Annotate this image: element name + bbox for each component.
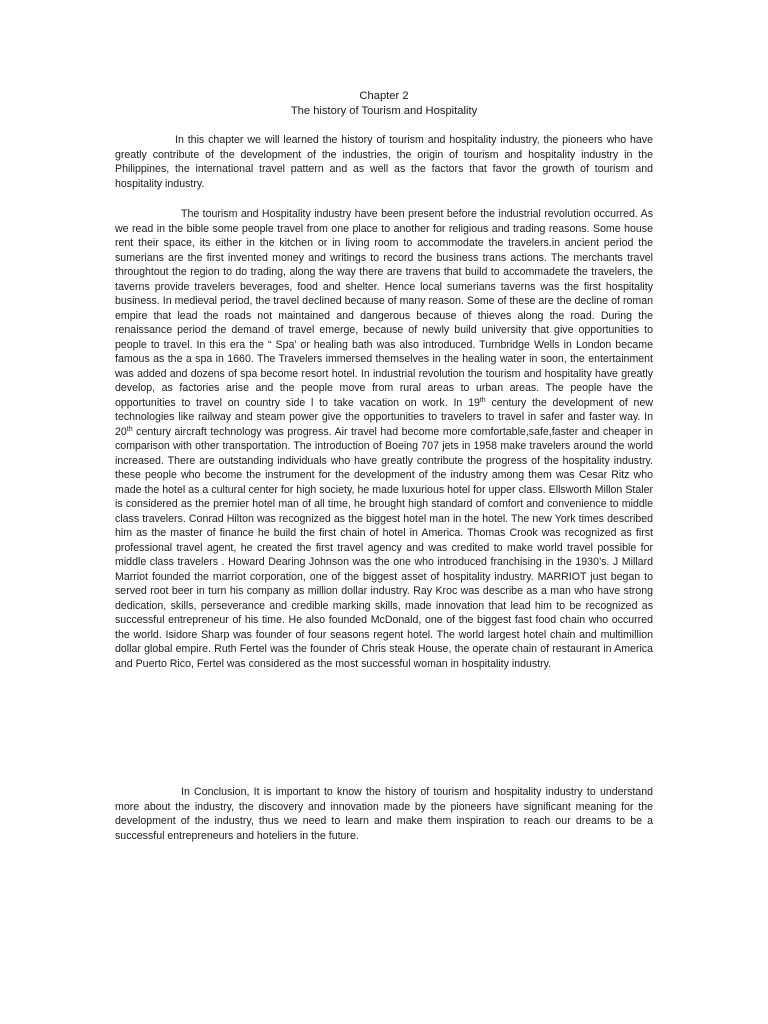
document-title: The history of Tourism and Hospitality (290, 105, 478, 117)
history-text-part-1: The tourism and Hospitality industry have been present before the industrial revolution occurred. As we read in the bible some people travel from one place to another for religious and trading reasons. Some house rent their space, its either in the kitchen or in living room to accommodate the travelers.in ancient period the sumerians are the first invented money and writings to record the business trans actions. The merchants travel throughtout the region to do trading, along the way there are travens that build to accommadete the travelers, the taverns provide travelers beverages, food and shelter. Hence local sumerians taverns was the first hospitality business. In medieval period, the travel declined because of many reason. Some of these are the decline of roman empire that lead the roads not maintained and dangerous because of thieves along the road. During the renaissance period the demand of travel emerge, because of newly build university that give opportunities to people to travel. In this era the “ Spa’ or healing bath was also introduced. Turnbridge Wells in London became famous as the a spa in 1660. The Travelers immersed themselves in the healing water in soon, the entertainment was added and dozens of spa become resort hotel. In industrial revolution the tourism and hospitality have greatly develop, as factories arise and the people move from rural areas to urban areas. The people have the opportunities to travel on country side l to take vacation on work. In 19 (115, 208, 653, 409)
ordinal-suffix-20th: th (126, 425, 133, 433)
history-text-part-3: century aircraft technology was progress. Air travel had become more comfortable,safe,faster and cheaper in comparison with other transportation. The introduction of Boeing 707 jets in 1958 make travelers around the world increased. There are outstanding individuals who have greatly contribute the progress of the hospitality industry. these people who become the instrument for the development of the industry among them was Cesar Ritz who made the hotel as a cultural center for high society, he made luxurious hotel for upper class. Ellsworth Millon Staler is considered as the premier hotel man of all time, he brought high standard of comfort and convenience to middle class travelers. Conrad Hilton was recognized as the biggest hotel man in the hotel. The new York times described him as the master of finance he build the first chain of hotel in America. Thomas Crook was recognized as first professional travel agent, he created the first travel agency and was credited to make world travel possible for middle class travelers . Howard Dearing Johnson was the one who introduced franchising in the 1930’s. J Millard Marriot founded the marriot corporation, one of the biggest asset of hospitality industry. MARRIOT just began to served root beer in turn his company as million dollar industry. Ray Kroc was describe as a man who have strong dedication, skills, perseverance and credible marking skills, made innovation that lead him to be recognized as successful entrepreneur of his time. He also founded McDonald, one of the biggest fast food chain who occurred the world. Isidore Sharp was founder of four seasons regent hotel. The world largest hotel chain and multimillion dollar global empire. Ruth Fertel was the founder of Chris steak House, the operate chain of restaurant in America and Puerto Rico, Fertel was considered as the most successful woman in hospitality industry. (115, 425, 653, 670)
intro-paragraph: In this chapter we will learned the history of tourism and hospitality industry, the pioneers who have greatly contribute of the development of the industries, the origin of tourism and hospitality industry in the Philippines, the international travel pattern and as well as the factors that favor the growth of tourism and hospitality industry. (115, 134, 653, 190)
conclusion-paragraph: In Conclusion, It is important to know the history of tourism and hospitality industry to understand more about the industry, the discovery and innovation made by the pioneers have significant meaning for the development of the industry, thus we need to learn and make them inspiration to reach our dreams to be a successful entrepreneurs and hoteliers in the future. (115, 786, 653, 842)
history-paragraph (115, 207, 653, 671)
chapter-label: Chapter 2 (359, 90, 409, 102)
ordinal-suffix-19th: th (479, 396, 486, 404)
history-text-part-2: century the development of new technologies like railway and steam power give the opportunities to travelers to travel in safer and faster way. In 20 (115, 396, 653, 438)
